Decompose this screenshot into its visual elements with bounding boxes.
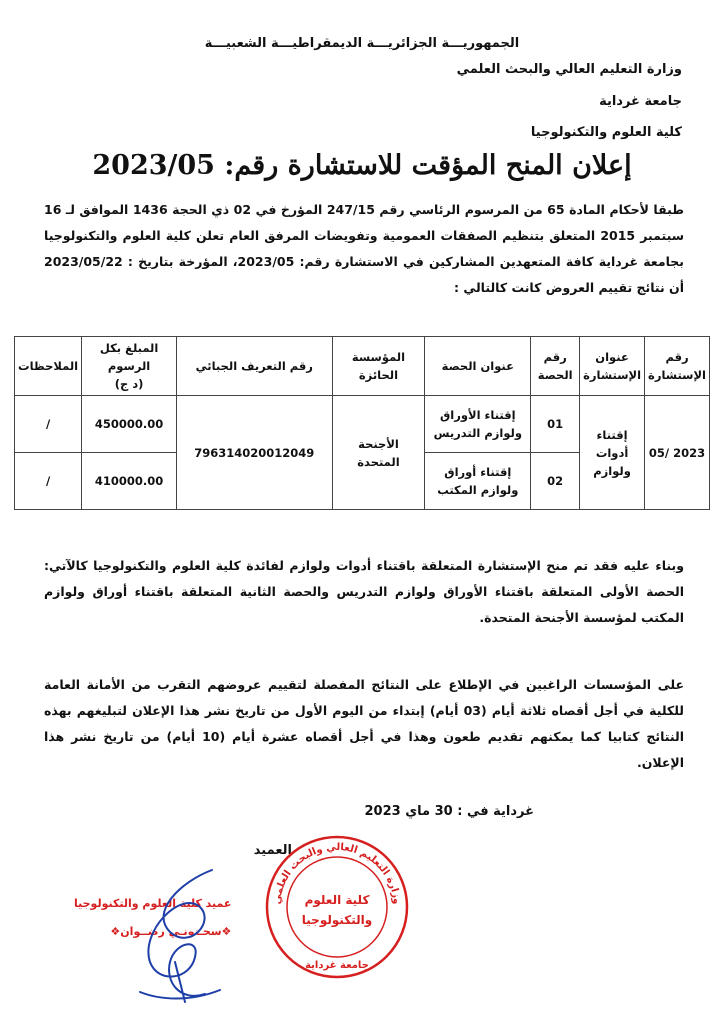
dean-label: العميد (253, 843, 292, 858)
seal-center-line2: والتكنولوجيا (301, 913, 373, 927)
consultation-title-cell: إقتناء أدوات ولوازم (580, 396, 645, 510)
intro-paragraph: طبقا لأحكام المادة 65 من المرسوم الرئاسي رقم 247/15 المؤرخ في 02 ذي الحجة 1436 الموافق لـ 16 سبتمبر 2015 المتعلق بتنظيم الصفقات العمومية وتفويضات المرفق العام تعلن كلية العلوم والتكنولوجيا بجامعة غرداية كافة المتعهدين المشاركين في الاستشارة رقم: 2023/05، المؤرخة بتاريخ : 2023/05/22 أن نتائج تقييم العروض كانت كالتالي : (44, 202, 685, 295)
header-amount-unit: (د ج) (114, 377, 144, 391)
lot-title-cell: إقتناء أوراق ولوازم المكتب (425, 453, 531, 510)
amount-cell: 450000.00 (82, 396, 177, 453)
winner-cell: الأجنحة المتحدة (332, 396, 425, 510)
header-tax-id: رقم التعريف الجبائي (177, 337, 333, 396)
header-remarks: الملاحظات (15, 337, 82, 396)
dean-stamp-line2: ❖سحـنونـي رضــوان❖ (110, 925, 232, 938)
header-winner: المؤسسة الحائزة (332, 337, 425, 396)
remarks-cell: / (15, 396, 82, 453)
table-row (15, 396, 710, 453)
tax-id-cell: 796314020012049 (177, 396, 333, 510)
seal-center-line1: كلية العلوم (304, 893, 370, 907)
faculty-name: كلية العلوم والتكنولوجيا (530, 125, 682, 140)
dean-stamp-line1: عميد كلية العلوم والتكنولوجيا (74, 897, 232, 910)
consultation-no-cell (645, 396, 710, 510)
table-header-row (15, 337, 710, 396)
remarks-cell: / (15, 453, 82, 510)
consultation-no-value: 05/ 2023 (648, 445, 706, 460)
header-consultation-title: عنوان الإستشارة (580, 337, 645, 396)
header-consultation-no: رقم الإستشارة (645, 337, 710, 396)
document-title: إعلان المنح المؤقت للاستشارة رقم: 2023/05 (92, 150, 632, 181)
official-seal-icon (262, 832, 412, 982)
place-date: غرداية في : 30 ماي 2023 (364, 804, 534, 819)
header-amount-label: المبلغ بكل الرسوم (99, 341, 159, 373)
results-table (14, 336, 710, 510)
notice-paragraph: على المؤسسات الراغبين في الإطلاع على النتائج المفصلة لتقييم عروضهم التقرب من الأمانة العامة للكلية في أجل أقصاه ثلاثة أيام (03 أيام) إبتداء من اليوم الأول من تاريخ نشر هذا الإعلان لتبليغهم بهذه النتائج كتابيا كما يمكنهم تقديم طعون وهذا في أجل أقصاه عشرة أيام (10 أيام) من تاريخ نشر هذا الإعلان. (44, 677, 684, 770)
seal-bottom-text: جامعة غرداية (305, 960, 369, 971)
signature-icon (120, 862, 230, 1012)
republic-name: الجمهوريـــة الجزائريـــة الديمقراطيـــة الشعبيـــة (204, 36, 520, 51)
decision-paragraph: وبناء عليه فقد تم منح الإستشارة المتعلقة باقتناء أدوات ولوازم لفائدة كلية العلوم والتكنولوجيا كالآتي: الحصة الأولى المتعلقة باقتناء الأوراق ولوازم التدريس والحصة الثانية المتعلقة باقتناء أوراق ولوازم المكتب لمؤسسة الأجنحة المتحدة. (44, 558, 684, 625)
lot-no-cell: 01 (531, 396, 580, 453)
lot-title-cell: إقتناء الأوراق ولوازم التدريس (425, 396, 531, 453)
seal-ring-text: وزارة التعليم العالي والبحث العلمي (271, 841, 402, 905)
amount-cell: 410000.00 (82, 453, 177, 510)
header-lot-no: رقم الحصة (531, 337, 580, 396)
ministry-name: وزارة التعليم العالي والبحث العلمي (456, 62, 682, 77)
university-name: جامعة غرداية (599, 94, 682, 109)
header-lot-title: عنوان الحصة (425, 337, 531, 396)
header-amount (82, 337, 177, 396)
lot-no-cell: 02 (531, 453, 580, 510)
